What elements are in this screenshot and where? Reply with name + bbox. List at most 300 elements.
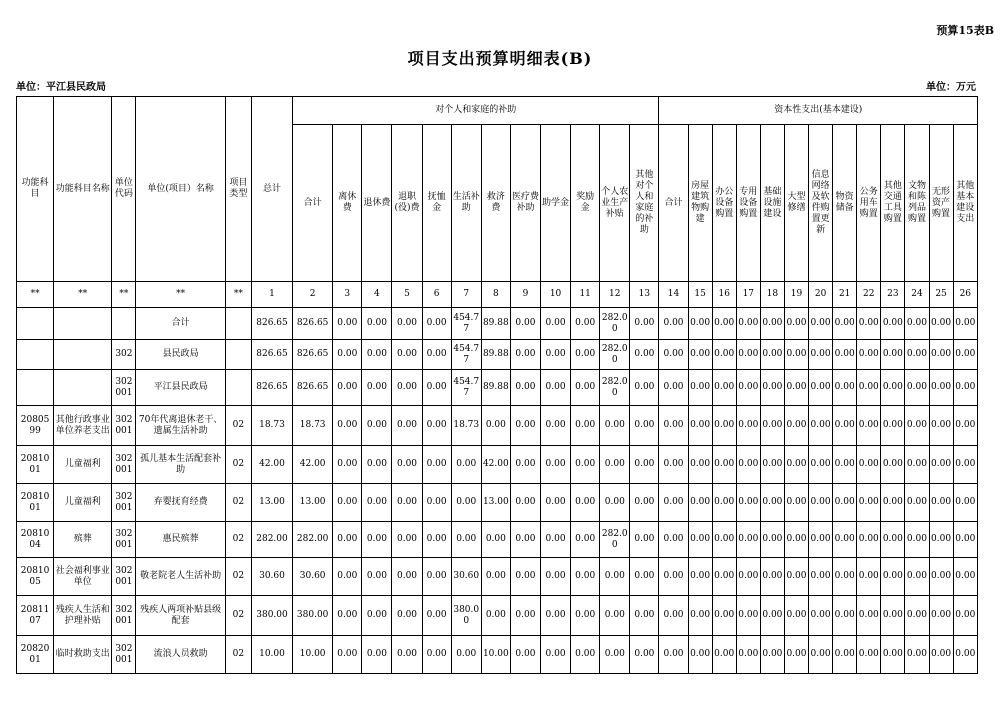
cell-value: 0.00 <box>392 406 422 446</box>
cell-value: 0.00 <box>857 446 881 484</box>
cell-func-code: 2080599 <box>17 406 54 446</box>
column-number: 15 <box>688 282 712 308</box>
column-number: 5 <box>392 282 422 308</box>
table-row <box>17 596 978 636</box>
cell-value: 0.00 <box>541 636 571 674</box>
column-number: 20 <box>809 282 833 308</box>
column-number: 13 <box>630 282 659 308</box>
cell-value: 0.00 <box>362 370 392 406</box>
cell-value: 0.00 <box>953 340 977 370</box>
header-capital-col: 基础设施建设 <box>760 125 784 282</box>
cell-value: 0.00 <box>600 636 630 674</box>
header-subsidy-col: 救济费 <box>481 125 510 282</box>
cell-value: 0.00 <box>881 636 905 674</box>
cell-value: 0.00 <box>392 596 422 636</box>
cell-project-type: 02 <box>225 522 251 558</box>
cell-value: 0.00 <box>392 370 422 406</box>
cell-value: 0.00 <box>784 340 808 370</box>
cell-value: 0.00 <box>809 484 833 522</box>
cell-value: 0.00 <box>857 340 881 370</box>
cell-value: 0.00 <box>833 636 857 674</box>
column-number: 1 <box>251 282 292 308</box>
cell-value: 0.00 <box>630 558 659 596</box>
cell-value: 0.00 <box>659 446 688 484</box>
cell-value: 0.00 <box>809 406 833 446</box>
cell-func-name <box>54 340 112 370</box>
cell-unit-name: 弃婴抚育经费 <box>136 484 225 522</box>
cell-unit-name: 平江县民政局 <box>136 370 225 406</box>
cell-value: 0.00 <box>688 636 712 674</box>
column-number: 21 <box>833 282 857 308</box>
cell-value: 42.00 <box>481 446 510 484</box>
cell-value: 0.00 <box>784 308 808 340</box>
cell-value: 0.00 <box>688 340 712 370</box>
cell-value: 0.00 <box>571 636 600 674</box>
cell-value: 0.00 <box>809 340 833 370</box>
cell-value: 0.00 <box>600 558 630 596</box>
cell-value: 0.00 <box>929 340 953 370</box>
cell-value: 0.00 <box>333 558 362 596</box>
cell-value: 0.00 <box>630 446 659 484</box>
header-subsidy-col: 个人农业生产补贴 <box>600 125 630 282</box>
cell-value: 0.00 <box>881 406 905 446</box>
cell-value: 0.00 <box>833 370 857 406</box>
cell-value: 0.00 <box>422 558 451 596</box>
cell-value: 0.00 <box>659 558 688 596</box>
cell-unit-code: 302001 <box>112 558 136 596</box>
cell-value: 0.00 <box>953 446 977 484</box>
cell-value: 0.00 <box>857 596 881 636</box>
cell-value: 0.00 <box>760 370 784 406</box>
cell-value: 0.00 <box>630 636 659 674</box>
header-project-type: 项目类型 <box>225 97 251 282</box>
header-subsidy-col: 医疗费补助 <box>510 125 540 282</box>
cell-value: 89.88 <box>481 308 510 340</box>
cell-project-type <box>225 370 251 406</box>
cell-value: 826.65 <box>293 340 333 370</box>
cell-unit-code: 302001 <box>112 596 136 636</box>
cell-value: 0.00 <box>784 484 808 522</box>
cell-value: 826.65 <box>251 370 292 406</box>
cell-value: 0.00 <box>881 340 905 370</box>
unit-currency: 单位：万元 <box>926 82 976 93</box>
cell-value: 0.00 <box>571 406 600 446</box>
cell-value: 0.00 <box>362 340 392 370</box>
column-number: 2 <box>293 282 333 308</box>
cell-value: 0.00 <box>510 308 540 340</box>
cell-value: 0.00 <box>659 370 688 406</box>
cell-value: 0.00 <box>688 558 712 596</box>
cell-value: 0.00 <box>760 522 784 558</box>
cell-value: 0.00 <box>392 636 422 674</box>
cell-unit-code: 302 <box>112 340 136 370</box>
cell-value: 0.00 <box>362 446 392 484</box>
cell-value: 0.00 <box>659 340 688 370</box>
cell-value: 0.00 <box>392 484 422 522</box>
header-subsidy-col: 奖励金 <box>571 125 600 282</box>
cell-unit-code: 302001 <box>112 484 136 522</box>
cell-func-code: 2081004 <box>17 522 54 558</box>
cell-value: 0.00 <box>510 446 540 484</box>
column-number: 26 <box>953 282 977 308</box>
header-subsidy-col: 其他对个人和家庭的补助 <box>630 125 659 282</box>
cell-func-code <box>17 308 54 340</box>
table-row <box>17 446 978 484</box>
cell-value: 0.00 <box>953 484 977 522</box>
cell-value: 0.00 <box>905 636 929 674</box>
cell-value: 0.00 <box>929 522 953 558</box>
cell-value: 0.00 <box>333 596 362 636</box>
cell-value: 282.00 <box>293 522 333 558</box>
cell-unit-name: 合计 <box>136 308 225 340</box>
cell-value: 0.00 <box>833 340 857 370</box>
cell-value: 0.00 <box>736 370 760 406</box>
cell-value: 0.00 <box>422 406 451 446</box>
cell-func-name: 临时救助支出 <box>54 636 112 674</box>
cell-value: 0.00 <box>630 484 659 522</box>
cell-value: 30.60 <box>293 558 333 596</box>
cell-value: 0.00 <box>392 558 422 596</box>
cell-value: 0.00 <box>659 308 688 340</box>
cell-value: 0.00 <box>688 308 712 340</box>
cell-value: 282.00 <box>251 522 292 558</box>
cell-value: 0.00 <box>784 596 808 636</box>
cell-value: 0.00 <box>905 370 929 406</box>
cell-value: 13.00 <box>293 484 333 522</box>
cell-value: 0.00 <box>712 406 736 446</box>
cell-value: 0.00 <box>953 636 977 674</box>
header-capital-col: 房屋建筑物购建 <box>688 125 712 282</box>
cell-value: 0.00 <box>953 596 977 636</box>
cell-value: 0.00 <box>905 558 929 596</box>
column-number: 9 <box>510 282 540 308</box>
header-capital-col: 物资储备 <box>833 125 857 282</box>
cell-value: 10.00 <box>251 636 292 674</box>
cell-value: 0.00 <box>760 340 784 370</box>
column-number: 23 <box>881 282 905 308</box>
cell-value: 0.00 <box>510 370 540 406</box>
cell-unit-name: 70年代离退休老干、遗属生活补助 <box>136 406 225 446</box>
cell-unit-name: 孤儿基本生活配套补助 <box>136 446 225 484</box>
cell-value: 13.00 <box>481 484 510 522</box>
cell-value: 0.00 <box>422 596 451 636</box>
cell-value: 0.00 <box>809 446 833 484</box>
cell-func-code: 2081001 <box>17 446 54 484</box>
cell-value: 0.00 <box>688 596 712 636</box>
cell-unit-code <box>112 308 136 340</box>
cell-value: 0.00 <box>857 484 881 522</box>
header-capital-col: 合计 <box>659 125 688 282</box>
cell-value: 0.00 <box>630 340 659 370</box>
header-subsidy-col: 退职(役)费 <box>392 125 422 282</box>
cell-value: 0.00 <box>857 636 881 674</box>
cell-value: 0.00 <box>760 558 784 596</box>
cell-value: 0.00 <box>362 308 392 340</box>
column-number: 3 <box>333 282 362 308</box>
cell-value: 0.00 <box>784 406 808 446</box>
cell-value: 0.00 <box>736 484 760 522</box>
header-subsidy-col: 生活补助 <box>451 125 481 282</box>
cell-value: 0.00 <box>481 406 510 446</box>
cell-value: 0.00 <box>600 446 630 484</box>
cell-value: 18.73 <box>451 406 481 446</box>
cell-value: 0.00 <box>784 446 808 484</box>
cell-value: 0.00 <box>659 636 688 674</box>
cell-func-name: 残疾人生活和护理补贴 <box>54 596 112 636</box>
cell-value: 13.00 <box>251 484 292 522</box>
cell-value: 0.00 <box>362 596 392 636</box>
cell-value: 30.60 <box>451 558 481 596</box>
cell-project-type: 02 <box>225 446 251 484</box>
cell-value: 0.00 <box>760 308 784 340</box>
cell-value: 0.00 <box>659 484 688 522</box>
cell-value: 0.00 <box>541 340 571 370</box>
cell-func-name: 儿童福利 <box>54 484 112 522</box>
cell-value: 0.00 <box>857 308 881 340</box>
cell-value: 0.00 <box>422 484 451 522</box>
cell-project-type: 02 <box>225 596 251 636</box>
cell-value: 0.00 <box>333 370 362 406</box>
cell-value: 0.00 <box>760 484 784 522</box>
cell-value: 0.00 <box>510 558 540 596</box>
cell-value: 0.00 <box>905 522 929 558</box>
form-number: 预算15表B <box>936 24 994 37</box>
cell-value: 0.00 <box>712 340 736 370</box>
cell-value: 0.00 <box>929 636 953 674</box>
page-title: 项目支出预算明细表(B) <box>407 49 593 68</box>
header-unit-code: 单位代码 <box>112 97 136 282</box>
cell-value: 10.00 <box>293 636 333 674</box>
column-number: 19 <box>784 282 808 308</box>
cell-unit-name: 残疾人两项补贴县级配套 <box>136 596 225 636</box>
column-number: 10 <box>541 282 571 308</box>
cell-value: 0.00 <box>929 558 953 596</box>
cell-value: 0.00 <box>760 446 784 484</box>
cell-value: 0.00 <box>736 340 760 370</box>
cell-value: 0.00 <box>736 406 760 446</box>
cell-value: 18.73 <box>293 406 333 446</box>
cell-value: 0.00 <box>392 340 422 370</box>
cell-value: 0.00 <box>905 596 929 636</box>
cell-value: 0.00 <box>451 446 481 484</box>
cell-value: 0.00 <box>712 636 736 674</box>
header-subsidy-col: 合计 <box>293 125 333 282</box>
cell-value: 0.00 <box>833 406 857 446</box>
header-func-code: 功能科目 <box>17 97 54 282</box>
cell-value: 0.00 <box>392 308 422 340</box>
cell-value: 0.00 <box>541 446 571 484</box>
header-unit-name: 单位(项目）名称 <box>136 97 225 282</box>
unit-organization: 单位：平江县民政局 <box>16 82 106 93</box>
column-number: 18 <box>760 282 784 308</box>
header-subsidy-col: 抚恤金 <box>422 125 451 282</box>
cell-value: 0.00 <box>857 406 881 446</box>
cell-value: 42.00 <box>251 446 292 484</box>
cell-value: 0.00 <box>905 308 929 340</box>
cell-value: 0.00 <box>929 446 953 484</box>
cell-value: 0.00 <box>510 636 540 674</box>
cell-value: 0.00 <box>362 406 392 446</box>
cell-value: 0.00 <box>929 596 953 636</box>
column-number: ** <box>136 282 225 308</box>
cell-value: 0.00 <box>571 340 600 370</box>
table-row <box>17 558 978 596</box>
cell-value: 0.00 <box>362 484 392 522</box>
cell-value: 0.00 <box>784 636 808 674</box>
cell-value: 0.00 <box>541 406 571 446</box>
cell-value: 0.00 <box>541 522 571 558</box>
cell-value: 0.00 <box>881 446 905 484</box>
cell-value: 0.00 <box>736 522 760 558</box>
column-number: ** <box>112 282 136 308</box>
cell-value: 0.00 <box>510 406 540 446</box>
cell-project-type: 02 <box>225 406 251 446</box>
cell-value: 0.00 <box>659 596 688 636</box>
cell-value: 0.00 <box>833 522 857 558</box>
cell-value: 0.00 <box>333 340 362 370</box>
cell-value: 0.00 <box>571 558 600 596</box>
cell-value: 0.00 <box>736 446 760 484</box>
cell-value: 0.00 <box>809 558 833 596</box>
cell-project-type <box>225 340 251 370</box>
cell-value: 0.00 <box>688 446 712 484</box>
cell-value: 0.00 <box>688 370 712 406</box>
cell-value: 0.00 <box>953 522 977 558</box>
cell-value: 0.00 <box>510 522 540 558</box>
column-number: 24 <box>905 282 929 308</box>
cell-value: 0.00 <box>333 484 362 522</box>
cell-value: 0.00 <box>333 308 362 340</box>
header-total: 总计 <box>251 97 292 282</box>
header-capital-col: 信息网络及软件购置更新 <box>809 125 833 282</box>
cell-value: 0.00 <box>571 596 600 636</box>
cell-value: 0.00 <box>953 370 977 406</box>
cell-value: 0.00 <box>422 636 451 674</box>
cell-value: 0.00 <box>481 596 510 636</box>
header-capital-col: 无形资产购置 <box>929 125 953 282</box>
header-group-family-subsidy: 对个人和家庭的补助 <box>293 97 659 125</box>
cell-value: 0.00 <box>362 636 392 674</box>
cell-value: 0.00 <box>541 370 571 406</box>
cell-func-code: 2081005 <box>17 558 54 596</box>
cell-value: 0.00 <box>481 558 510 596</box>
cell-value: 0.00 <box>451 484 481 522</box>
column-number: 8 <box>481 282 510 308</box>
column-number: 6 <box>422 282 451 308</box>
cell-project-type: 02 <box>225 484 251 522</box>
cell-value: 282.00 <box>600 308 630 340</box>
cell-value: 0.00 <box>451 522 481 558</box>
cell-value: 0.00 <box>881 370 905 406</box>
header-capital-col: 专用设备购置 <box>736 125 760 282</box>
cell-value: 0.00 <box>784 522 808 558</box>
cell-value: 0.00 <box>630 370 659 406</box>
cell-value: 0.00 <box>857 522 881 558</box>
cell-value: 0.00 <box>905 406 929 446</box>
column-number: 4 <box>362 282 392 308</box>
column-number: 11 <box>571 282 600 308</box>
cell-value: 0.00 <box>881 522 905 558</box>
cell-value: 0.00 <box>953 558 977 596</box>
cell-value: 0.00 <box>333 522 362 558</box>
cell-value: 0.00 <box>630 308 659 340</box>
cell-value: 826.65 <box>251 308 292 340</box>
cell-value: 0.00 <box>541 596 571 636</box>
cell-value: 0.00 <box>630 596 659 636</box>
cell-value: 0.00 <box>541 308 571 340</box>
column-number: 14 <box>659 282 688 308</box>
cell-value: 0.00 <box>688 484 712 522</box>
cell-value: 30.60 <box>251 558 292 596</box>
cell-value: 826.65 <box>251 340 292 370</box>
cell-value: 0.00 <box>905 484 929 522</box>
header-func-name: 功能科目名称 <box>54 97 112 282</box>
cell-value: 0.00 <box>659 406 688 446</box>
cell-func-name: 社会福利事业单位 <box>54 558 112 596</box>
cell-value: 0.00 <box>712 596 736 636</box>
cell-value: 0.00 <box>659 522 688 558</box>
cell-unit-code: 302001 <box>112 406 136 446</box>
cell-project-type: 02 <box>225 558 251 596</box>
cell-value: 454.77 <box>451 308 481 340</box>
cell-value: 0.00 <box>760 636 784 674</box>
cell-value: 0.00 <box>688 406 712 446</box>
cell-value: 0.00 <box>809 308 833 340</box>
cell-value: 0.00 <box>630 406 659 446</box>
table-row <box>17 636 978 674</box>
cell-value: 0.00 <box>736 596 760 636</box>
cell-project-type <box>225 308 251 340</box>
cell-value: 0.00 <box>630 522 659 558</box>
cell-value: 0.00 <box>809 370 833 406</box>
cell-value: 0.00 <box>688 522 712 558</box>
table-row <box>17 522 978 558</box>
cell-value: 380.00 <box>293 596 333 636</box>
cell-value: 0.00 <box>712 370 736 406</box>
column-number: 16 <box>712 282 736 308</box>
cell-value: 0.00 <box>833 308 857 340</box>
cell-value: 282.00 <box>600 370 630 406</box>
cell-value: 89.88 <box>481 340 510 370</box>
cell-value: 0.00 <box>712 308 736 340</box>
table-row <box>17 484 978 522</box>
cell-func-name <box>54 370 112 406</box>
cell-value: 0.00 <box>712 558 736 596</box>
cell-value: 0.00 <box>333 446 362 484</box>
column-number: ** <box>54 282 112 308</box>
header-capital-col: 其他交通工具购置 <box>881 125 905 282</box>
cell-value: 0.00 <box>736 308 760 340</box>
cell-value: 0.00 <box>833 484 857 522</box>
cell-value: 0.00 <box>571 370 600 406</box>
cell-value: 0.00 <box>784 370 808 406</box>
cell-project-type: 02 <box>225 636 251 674</box>
cell-value: 0.00 <box>712 446 736 484</box>
header-capital-col: 办公设备购置 <box>712 125 736 282</box>
cell-func-name: 儿童福利 <box>54 446 112 484</box>
cell-value: 0.00 <box>809 522 833 558</box>
cell-value: 0.00 <box>571 446 600 484</box>
cell-value: 0.00 <box>600 596 630 636</box>
table-row <box>17 340 978 370</box>
cell-value: 0.00 <box>422 446 451 484</box>
header-capital-col: 其他基本建设支出 <box>953 125 977 282</box>
cell-value: 0.00 <box>333 636 362 674</box>
cell-func-code <box>17 370 54 406</box>
cell-value: 0.00 <box>712 484 736 522</box>
table-row <box>17 370 978 406</box>
cell-value: 0.00 <box>736 558 760 596</box>
